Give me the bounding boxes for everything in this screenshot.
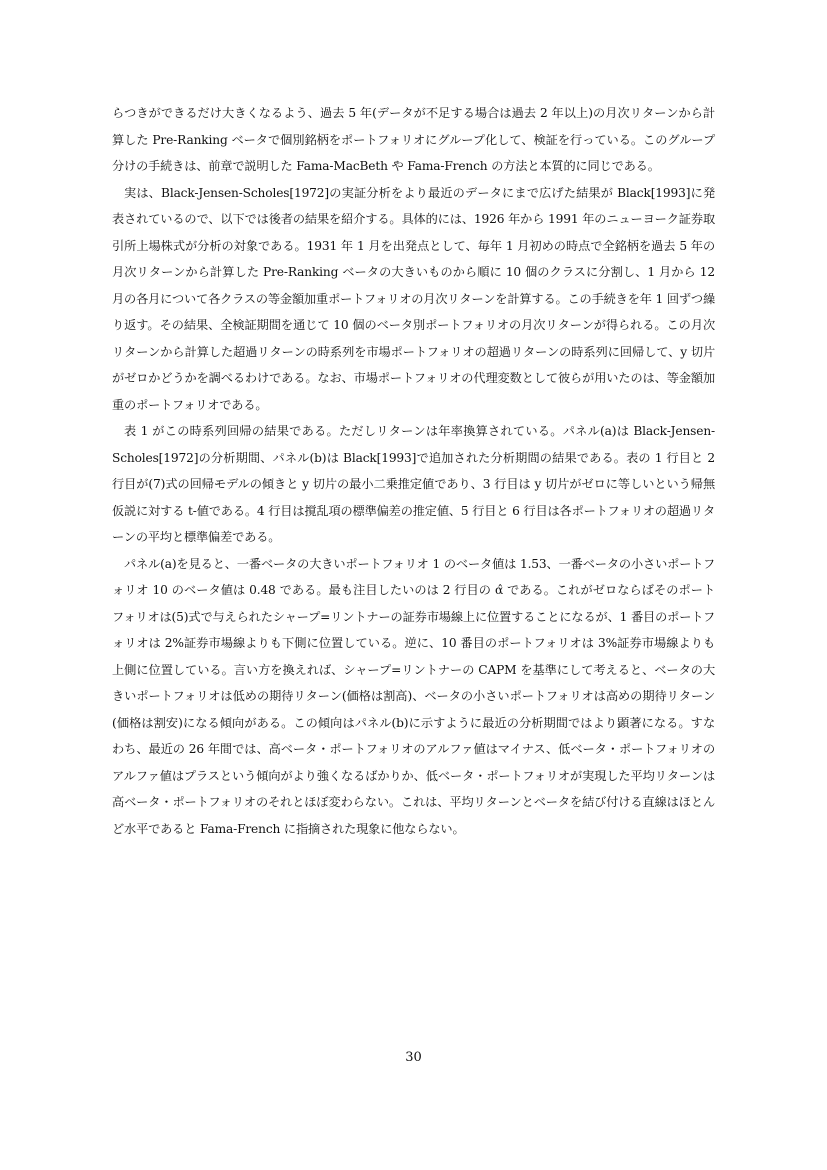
paragraph-4: パネル(a)を見ると、一番ベータの大きいポートフォリオ 1 のベータ値は 1.53、一番ベータの小さいポートフォリオ 10 のベータ値は 0.48 である。最も注目したいのは 2 行目の α̂ である。これがゼロならばそのポートフォリオは(5)式で与えられたシャープ=リントナーの証券市場線上に位置することになるが、1 番目のポートフォリオは 2%証券市場線よりも下側に位置している。逆に、10 番目のポートフォリオは 3%証券市場線よりも上側に位置している。言い方を換えれば、シャープ=リントナーの CAPM を基準にして考えると、ベータの大きいポートフォリオは低めの期待リターン(価格は割高)、ベータの小さいポートフォリオは高めの期待リターン(価格は割安)になる傾向がある。この傾向はパネル(b)に示すように最近の分析期間ではより顕著になる。すなわち、最近の 26 年間では、高ベータ・ポートフォリオのアルファ値はマイナス、低ベータ・ポートフォリオのアルファ値はプラスという傾向がより強くなるばかりか、低ベータ・ポートフォリオが実現した平均リターンは高ベータ・ポートフォリオのそれとほぼ変わらない。これは、平均リターンとベータを結び付ける直線はほとんど水平であると Fama-French に指摘された現象に他ならない。 — [112, 556, 715, 836]
page-body — [112, 100, 715, 842]
paragraph-2: 実は、Black-Jensen-Scholes[1972]の実証分析をより最近のデータにまで広げた結果が Black[1993]に発表されているので、以下では後者の結果を紹介する。具体的には、1926 年から 1991 年のニューヨーク証券取引所上場株式が分析の対象である。1931 年 1 月を出発点として、毎年 1 月初めの時点で全銘柄を過去 5 年の月次リターンから計算した Pre-Ranking ベータの大きいものから順に 10 個のクラスに分割し、1 月から 12 月の各月について各クラスの等金額加重ポートフォリオの月次リターンを計算する。この手続きを年 1 回ずつ繰り返す。その結果、全検証期間を通じて 10 個のベータ別ポートフォリオの月次リターンが得られる。この月次リターンから計算した超過リターンの時系列を市場ポートフォリオの超過リターンの時系列に回帰して、y 切片がゼロかどうかを調べるわけである。なお、市場ポートフォリオの代理変数として彼らが用いたのは、等金額加重のポートフォリオである。 — [112, 185, 715, 412]
page-number: 30 — [405, 1050, 422, 1065]
paragraph-3: 表 1 がこの時系列回帰の結果である。ただしリターンは年率換算されている。パネル(a)は Black-Jensen-Scholes[1972]の分析期間、パネル(b)は Black[1993]で追加された分析期間の結果である。表の 1 行目と 2 行目が(7)式の回帰モデルの傾きと y 切片の最小二乗推定値であり、3 行目は y 切片がゼロに等しいという帰無仮説に対する t-値である。4 行目は撹乱項の標準偏差の推定値、5 行目と 6 行目は各ポートフォリオの超過リターンの平均と標準偏差である。 — [112, 424, 715, 544]
paragraph-1: らつきができるだけ大きくなるよう、過去 5 年(データが不足する場合は過去 2 年以上)の月次リターンから計算した Pre-Ranking ベータで個別銘柄をポートフォリオにグループ化して、検証を行っている。このグループ分けの手続きは、前章で説明した Fama-MacBeth や Fama-French の方法と本質的に同じである。 — [112, 106, 715, 173]
